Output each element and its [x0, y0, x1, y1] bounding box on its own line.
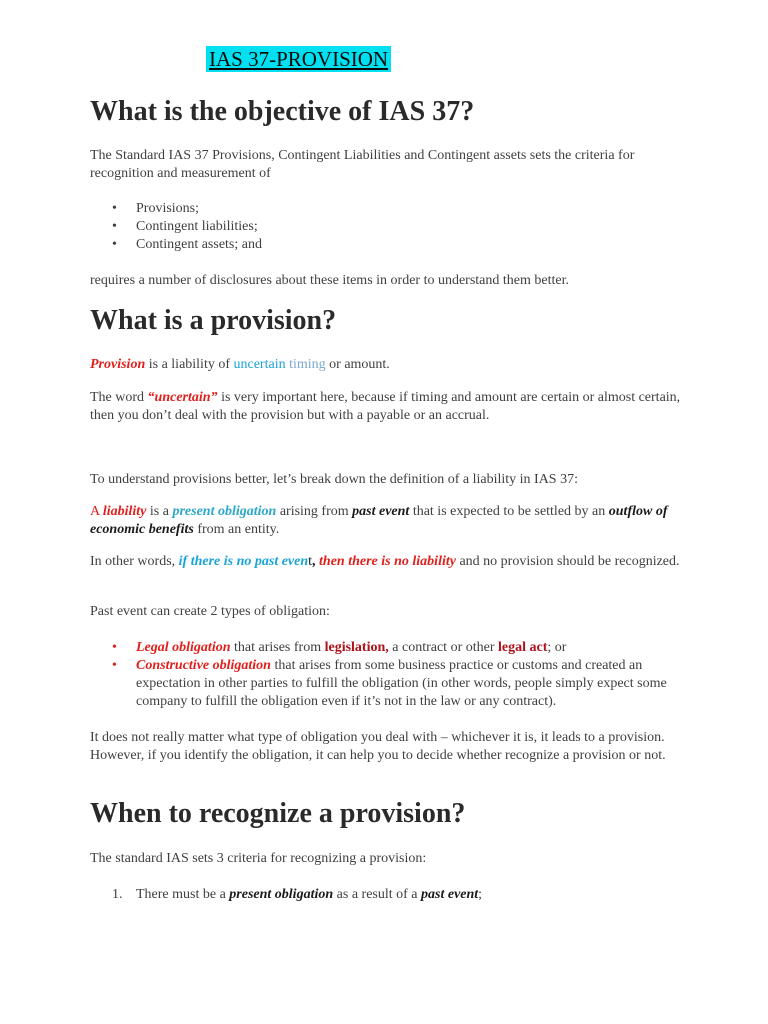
heading-what-is-provision: What is a provision?	[90, 305, 337, 336]
title-block	[206, 46, 391, 72]
paragraph-other-words: In other words, if there is no past event, then there is no liability and no provision should be recognized.	[90, 554, 680, 569]
document-title: IAS 37-PROVISION	[206, 46, 391, 72]
liability-definition: A liability is a present obligation arising from past event that is expected to be settled by an outflow of economic benefits from an entity.	[90, 504, 668, 537]
paragraph-uncertain: The word “uncertain” is very important here, because if timing and amount are certain or almost certain, then you don’t deal with the provision but with a payable or an accrual.	[90, 390, 681, 423]
paragraph-matter: It does not really matter what type of obligation you deal with – whichever it is, it leads to a provision. However, if you identify the obligation, it can help you to decide whether recognize a provision or not.	[90, 730, 666, 763]
bullet-glyph: •	[112, 201, 117, 216]
heading-objective: What is the objective of IAS 37?	[90, 96, 475, 127]
list-item: • Provisions;	[112, 201, 200, 216]
list-item: • Contingent liabilities;	[112, 219, 258, 234]
bullet-glyph: •	[112, 640, 117, 655]
obligation-list	[90, 639, 690, 711]
paragraph-break-down: To understand provisions better, let’s break down the definition of a liability in IAS 37:	[90, 472, 578, 487]
list-item: 1. There must be a present obligation as a result of a past event;	[112, 887, 483, 902]
paragraph-disclosures: requires a number of disclosures about these items in order to understand them better.	[90, 273, 569, 288]
paragraph-criteria: The standard IAS sets 3 criteria for recognizing a provision:	[90, 851, 427, 866]
bullet-glyph: •	[112, 219, 117, 234]
bullet-glyph: •	[112, 658, 117, 673]
paragraph-objective: The Standard IAS 37 Provisions, Contingent Liabilities and Contingent assets sets the criteria for recognition and measurement of	[90, 148, 635, 181]
list-number: 1.	[112, 887, 123, 902]
provision-definition: Provision is a liability of uncertain timing or amount.	[90, 357, 390, 372]
heading-when-to-recognize: When to recognize a provision?	[90, 798, 466, 829]
list-item-constructive: • Constructive obligation that arises from some business practice or customs and created an expectation in other parties to fulfill the obligation (in other words, people simply expect some company to fulfill the obligation even if it’s not in the law or any contract).	[112, 658, 667, 709]
criteria-list	[90, 886, 690, 904]
list-item: • Contingent assets; and	[112, 237, 262, 252]
paragraph-past-event: Past event can create 2 types of obligation:	[90, 604, 330, 619]
list-item-legal: • Legal obligation that arises from legislation, a contract or other legal act; or	[112, 640, 567, 655]
recognition-list	[90, 200, 690, 254]
bullet-glyph: •	[112, 237, 117, 252]
